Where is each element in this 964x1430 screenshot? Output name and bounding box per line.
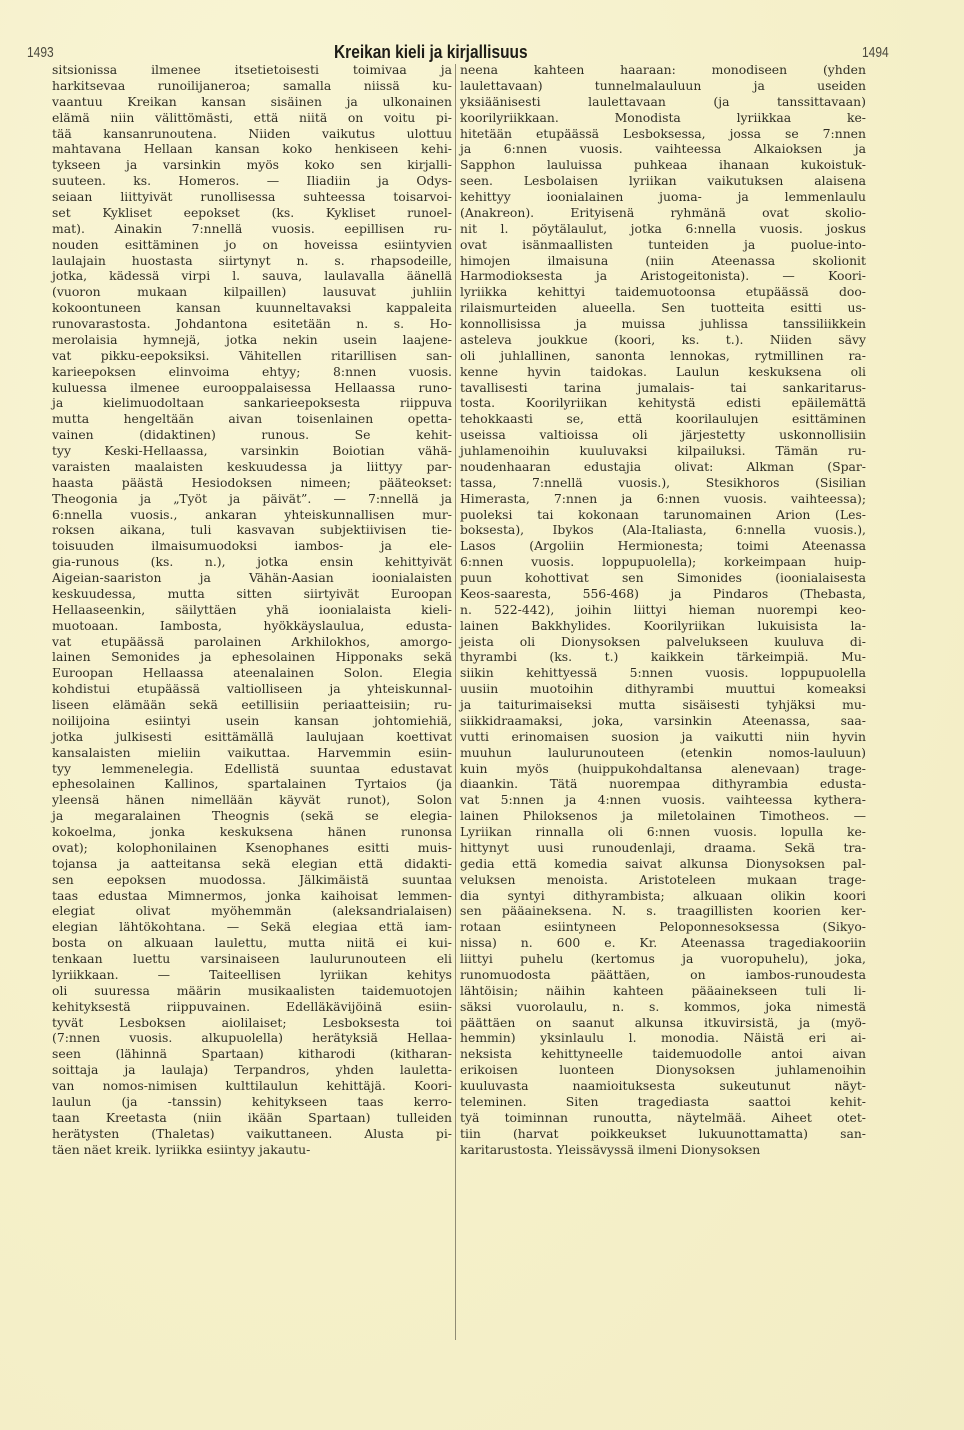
text-line: tyä toiminnan runoutta, näytelmää. Aiheet otet-: [460, 1109, 866, 1125]
text-line: muuhun laulurunouteen (etenkin nomos-lauluun): [460, 744, 866, 760]
page-number-left: 1493: [27, 44, 54, 61]
text-line: Keos-saaresta, 556-468) ja Pindaros (Thebasta,: [460, 585, 866, 601]
text-line: erikoisen luonteen Dionysoksen juhlamenoihin: [460, 1062, 866, 1078]
text-line: (vuoron mukaan kilpaillen) lausuvat juhliin: [52, 284, 452, 300]
text-line: seen (lähinnä Spartaan) kitharodi (kitharan-: [52, 1046, 452, 1062]
text-line: nissa) n. 600 e. Kr. Ateenassa tragediakooriin: [460, 935, 866, 951]
text-line: elegiat olivat myöhemmän (aleksandrialaisen): [52, 903, 452, 919]
text-line: kohdistui etupäässä valtiolliseen ja yhteiskunnal-: [52, 681, 452, 697]
text-line: uusiin muotoihin dithyrambi muuttui komeaksi: [460, 681, 866, 697]
text-line: siikin kehittyessä 5:nnen vuosis. loppupuolella: [460, 665, 866, 681]
text-line: nouden esittäminen jo on hoveissa esiintyvien: [52, 236, 452, 252]
text-line: kokoontuneen kansan kuunneltavaksi kappaleita: [52, 300, 452, 316]
text-line: lainen Bakkhylides. Koorilyriikan lukuisista la-: [460, 617, 866, 633]
text-line: Aigeian-saariston ja Vähän-Aasian ioonialaisten: [52, 570, 452, 585]
text-line: tyy Keski-Hellaassa, varsinkin Boiotian vähä-: [52, 443, 452, 458]
text-line: mahtavana Hellaan kansan koko henkiseen kehi-: [52, 141, 452, 157]
text-line: ja megaralainen Theognis (sekä se elegia-: [52, 808, 452, 824]
text-line: himojen ilmaisuna (niin Ateenassa skolionit: [460, 252, 866, 268]
text-line: tehokkaasti se, että koorilaulujen esittäminen: [460, 411, 866, 427]
text-line: ja taiturimaiseksi mutta sisäisesti tyhjäksi mu-: [460, 697, 866, 712]
text-line: n. 522-442), joihin liittyi hieman nuorempi keo-: [460, 601, 866, 617]
text-column-left: [52, 62, 452, 1157]
text-line: ovat isänmaallisten tunteiden ja puolue-into-: [460, 236, 866, 252]
text-line: tavallisesti tarina jumalais- tai sankaritarus-: [460, 379, 866, 395]
text-line: hitetään etupäässä Lesboksessa, jossa se 7:nnen: [460, 125, 866, 141]
text-line: oli suuressa määrin musikaalisten taidemuotojen: [52, 982, 452, 998]
text-line: laulun (ja -tanssin) kehitykseen taas kerro-: [52, 1093, 452, 1109]
text-line: tää kansanrunoutena. Niiden vaikutus ulottuu: [52, 125, 452, 141]
text-line: suuteen. ks. Homeros. — Iliadiin ja Odys-: [52, 173, 452, 189]
text-line: lyriikkaan. — Taiteellisen lyriikan kehitys: [52, 966, 452, 982]
text-line: juhlamenoihin kuuluvaksi kilpailuksi. Tämän ru-: [460, 443, 866, 458]
text-line: päättäen on saanut alkunsa itkuvirsistä, ja (myö-: [460, 1014, 866, 1030]
text-line: merolaisia hymnejä, jotka nekin usein laajene-: [52, 331, 452, 347]
text-line: teleminen. Siten tragediasta saattoi kehit-: [460, 1093, 866, 1109]
text-line: karieepoksen elinvoima ehtyy; 8:nnen vuosis.: [52, 363, 452, 379]
text-line: kuin myös (huippukohdaltansa alenevaan) trage-: [460, 760, 866, 776]
text-line: yleensä hänen nimellään käyvät runot), Solon: [52, 792, 452, 808]
text-line: kehittyy ioonialainen juoma- ja lemmenlaulu: [460, 189, 866, 204]
text-line: gedia että komedia saivat alkunsa Dionysoksen pal-: [460, 855, 866, 871]
text-line: tykseen ja varsinkin myös koko sen kirjalli-: [52, 157, 452, 173]
text-line: oli juhlallinen, sanonta lennokas, rytmillinen ra-: [460, 347, 866, 363]
text-line: vat pikku-eepoksiksi. Vähitellen ritarillisen san-: [52, 347, 452, 363]
text-line: kenne hyvin taidokas. Laulun keskuksena oli: [460, 363, 866, 379]
text-line: seiaan liittyivät runollisessa suhteessa toisarvoi-: [52, 189, 452, 204]
page-number-right: 1494: [862, 44, 889, 61]
text-line: soittaja ja laulaja) Terpandros, yhden lauletta-: [52, 1062, 452, 1078]
text-line: taan Kreetasta (niin ikään Spartaan) tulleiden: [52, 1109, 452, 1125]
text-line: muotoaan. Iambosta, hyökkäyslaulua, edusta-: [52, 617, 452, 633]
text-line: (Anakreon). Erityisenä ryhmänä ovat skolio-: [460, 204, 866, 220]
text-line: neena kahteen haaraan: monodiseen (yhden: [460, 62, 866, 77]
text-line: hemmin) yksinlaulu l. monodia. Näistä eri ai-: [460, 1030, 866, 1046]
text-line: jeista oli Dionysoksen palvelukseen kuuluva di-: [460, 633, 866, 649]
text-line: taas edustaa Mimnermos, jonka kaihoisat lemmen-: [52, 887, 452, 903]
text-line: tassa, 7:nnellä vuosis.), Stesikhoros (Sisilian: [460, 474, 866, 490]
text-line: vat 5:nnen ja 4:nnen vuosis. vaihteessa kythera-: [460, 792, 866, 808]
text-line: elämä niin välittömästi, että niitä on voitu pi-: [52, 109, 452, 125]
text-line: jotka, kädessä virpi l. sauva, laulavalla äänellä: [52, 268, 452, 284]
text-line: koorilyriikkaan. Monodista lyriikkaa ke-: [460, 109, 866, 125]
text-line: thyrambi (ks. t.) kaikkein tärkeimpiä. Mu-: [460, 649, 866, 665]
text-line: hittynyt uusi runoudenlaji, draama. Sekä tra-: [460, 839, 866, 855]
text-line: harkitsevaa runoilijaneroa; samalla niissä ku-: [52, 77, 452, 93]
text-line: haasta päästä Hesiodoksen nimeen; pääteokset:: [52, 474, 452, 490]
text-line: asteleva joukkue (koori, ks. t.). Niiden sävy: [460, 331, 866, 347]
text-line: Harmodioksesta ja Aristogeitonista). — Koori-: [460, 268, 866, 284]
text-line: Lasos (Argoliin Hermionesta; toimi Ateenassa: [460, 538, 866, 554]
text-line: runovarastosta. Johdantona esitetään n. s. Ho-: [52, 316, 452, 331]
text-line: sen eepoksen muodossa. Jälkimäistä suuntaa: [52, 871, 452, 887]
text-line: mat). Ainakin 7:nnellä vuosis. eepillisen ru-: [52, 220, 452, 236]
text-line: tojansa ja aatteitansa sekä elegian että didakti-: [52, 855, 452, 871]
text-line: kokoelma, jonka keskuksena hänen runonsa: [52, 824, 452, 839]
text-line: van nomos-nimisen kulttilaulun kehittäjä. Koori-: [52, 1078, 452, 1093]
text-line: liseen elämään sekä eetillisiin periaatteisiin; ru-: [52, 697, 452, 712]
text-line: ja 6:nnen vuosis. vaihteessa Alkaioksen ja: [460, 141, 866, 157]
column-divider: [455, 64, 456, 1340]
text-line: kuluessa ilmenee eurooppalaisessa Hellaassa runo-: [52, 379, 452, 395]
text-line: gia-runous (ks. n.), jotka ensin kehittyivät: [52, 554, 452, 570]
running-title: Kreikan kieli ja kirjallisuus: [334, 42, 528, 62]
text-line: lähtöisin; näihin kahteen pääainekseen tuli li-: [460, 982, 866, 998]
text-line: puoleksi tai kokonaan tarunomainen Arion (Les-: [460, 506, 866, 522]
text-line: seen. Lesbolaisen lyriikan vaikutuksen alaisena: [460, 173, 866, 189]
text-line: laulajain huostasta siirtynyt n. s. rhapsodeille,: [52, 252, 452, 268]
text-line: lainen Philoksenos ja miletolainen Timotheos. —: [460, 808, 866, 824]
text-line: tiin (harvat poikkeukset lukuunottamatta) san-: [460, 1125, 866, 1141]
text-line: konnollisissa ja muissa juhlissa tanssiliikkein: [460, 316, 866, 331]
text-line: vutti erinomaisen suosion ja vaikutti niin hyvin: [460, 728, 866, 744]
text-line: laulettavaan) tunnelmalauluun ja useiden: [460, 77, 866, 93]
text-line: Euroopan Hellaassa ateenalainen Solon. Elegia: [52, 665, 452, 681]
text-line: kehityksestä riippuvainen. Edelläkävijöinä esiin-: [52, 998, 452, 1014]
text-line: roksen aikana, tuli kasvavan subjektiivisen tie-: [52, 522, 452, 538]
text-line: 6:nnella vuosis., ankaran yhteiskunnallisen mur-: [52, 506, 452, 522]
text-line: varaisten maalaisten keskuudessa ja liittyy par-: [52, 458, 452, 474]
text-line: kansalaisten mieliin vaikuttaa. Harvemmin esiin-: [52, 744, 452, 760]
text-line: sitsionissa ilmenee itsetietoisesti toimivaa ja: [52, 62, 452, 77]
text-line: noudenhaaran edustajia olivat: Alkman (Spar-: [460, 458, 866, 474]
page-header: [0, 42, 964, 62]
text-line: useissa valtioissa oli järjestetty uskonnollisiin: [460, 427, 866, 443]
text-line: boksesta), Ibykos (Ala-Italiasta, 6:nnella vuosis.),: [460, 522, 866, 538]
text-line: rotaan esiintyneen Peloponnesoksessa (Sikyo-: [460, 919, 866, 935]
text-line: (7:nnen vuosis. alkupuolella) herätyksiä Hellaa-: [52, 1030, 452, 1046]
text-line: bosta on alkuaan laulettu, mutta niitä ei kui-: [52, 935, 452, 951]
text-line: keskuudessa, mutta sitten siirtyivät Euroopan: [52, 585, 452, 601]
text-line: tenkaan luettu varsinaiseen laulurunouteen eli: [52, 951, 452, 966]
text-line: vainen (didaktinen) runous. Se kehit-: [52, 427, 452, 443]
text-line: yksiäänisesti laulettavaan (ja tanssittavaan): [460, 93, 866, 109]
text-line: säksi vuorolaulu, n. s. kommos, joka nimestä: [460, 998, 866, 1014]
text-line: neksista kehittyneelle taidemuodolle antoi aivan: [460, 1046, 866, 1062]
text-line: runomuodosta päättäen, on iambos-runoudesta: [460, 966, 866, 982]
text-line: sen pääaineksena. N. s. traagillisten koorien ker-: [460, 903, 866, 919]
text-line: veluksen menoista. Aristoteleen mukaan trage-: [460, 871, 866, 887]
text-column-right: [460, 62, 866, 1157]
text-line: set Kykliset eepokset (ks. Kykliset runoel-: [52, 204, 452, 220]
text-line: diaankin. Tätä nuorempaa dithyrambia edusta-: [460, 776, 866, 792]
text-line: tyvät Lesboksen aiolilaiset; Lesboksesta toi: [52, 1014, 452, 1030]
text-line: Hellaaseenkin, säilyttäen yhä ioonialaista kieli-: [52, 601, 452, 617]
text-line: dia syntyi dithyrambista; alkuaan olikin koori: [460, 887, 866, 903]
text-line: mutta hengeltään aivan toisenlainen opetta-: [52, 411, 452, 427]
text-line: lyriikka kehittyi taidemuotoonsa etupäässä doo-: [460, 284, 866, 300]
text-line: siikkidraamaksi, joka, varsinkin Ateenassa, saa-: [460, 712, 866, 728]
text-line: vaantuu Kreikan kansan sisäinen ja ulkonainen: [52, 93, 452, 109]
text-line: elegian lähtökohtana. — Sekä elegiaa että iam-: [52, 919, 452, 935]
text-line: Theogonia ja „Työt ja päivät”. — 7:nnellä ja: [52, 490, 452, 506]
text-line: toisuuden ilmaisumuodoksi iambos- ja ele-: [52, 538, 452, 554]
text-line: nit l. pöytälaulut, jotka 6:nnella vuosis. joskus: [460, 220, 866, 236]
text-line: kuuluvasta naamioituksesta sukeutunut näyt-: [460, 1078, 866, 1093]
text-line: 6:nnen vuosis. loppupuolella); korkeimpaan huip-: [460, 554, 866, 570]
text-line: jotka julkisesti esittämällä laulujaan koettivat: [52, 728, 452, 744]
text-line: täen näet kreik. lyriikka esiintyy jakautu-: [52, 1141, 311, 1157]
text-line: herätysten (Thaletas) vaikuttaneen. Alusta pi-: [52, 1125, 452, 1141]
text-line: ephesolainen Kallinos, spartalainen Tyrtaios (ja: [52, 776, 452, 792]
text-line: puun kohottivat sen Simonides (ioonialaisesta: [460, 570, 866, 585]
text-line: lainen Semonides ja ephesolainen Hipponaks sekä: [52, 649, 452, 665]
text-line: karitarustosta. Yleissävyssä ilmeni Dionysoksen: [460, 1141, 761, 1157]
text-line: vat etupäässä parolainen Arkhilokhos, amorgo-: [52, 633, 452, 649]
text-line: rilaismurteiden alueella. Sen tuotteita esitti us-: [460, 300, 866, 316]
text-line: noilijoina esiintyi usein kansan johtomiehiä,: [52, 712, 452, 728]
text-line: tyy lemmenelegia. Edellistä suuntaa edustavat: [52, 760, 452, 776]
text-line: Himerasta, 7:nnen ja 6:nnen vuosis. vaihteessa);: [460, 490, 866, 506]
text-line: Sapphon lauluissa puhkeaa ihanaan kukoistuk-: [460, 157, 866, 173]
text-line: ovat); kolophonilainen Ksenophanes esitti muis-: [52, 839, 452, 855]
text-line: Lyriikan rinnalla oli 6:nnen vuosis. lopulla ke-: [460, 824, 866, 839]
text-line: liittyi puhelu (kertomus ja vuoropuhelu), joka,: [460, 951, 866, 966]
text-line: tosta. Koorilyriikan kehitystä edisti epäilemättä: [460, 395, 866, 411]
text-line: ja kielimuodoltaan sankarieepoksesta riippuva: [52, 395, 452, 411]
